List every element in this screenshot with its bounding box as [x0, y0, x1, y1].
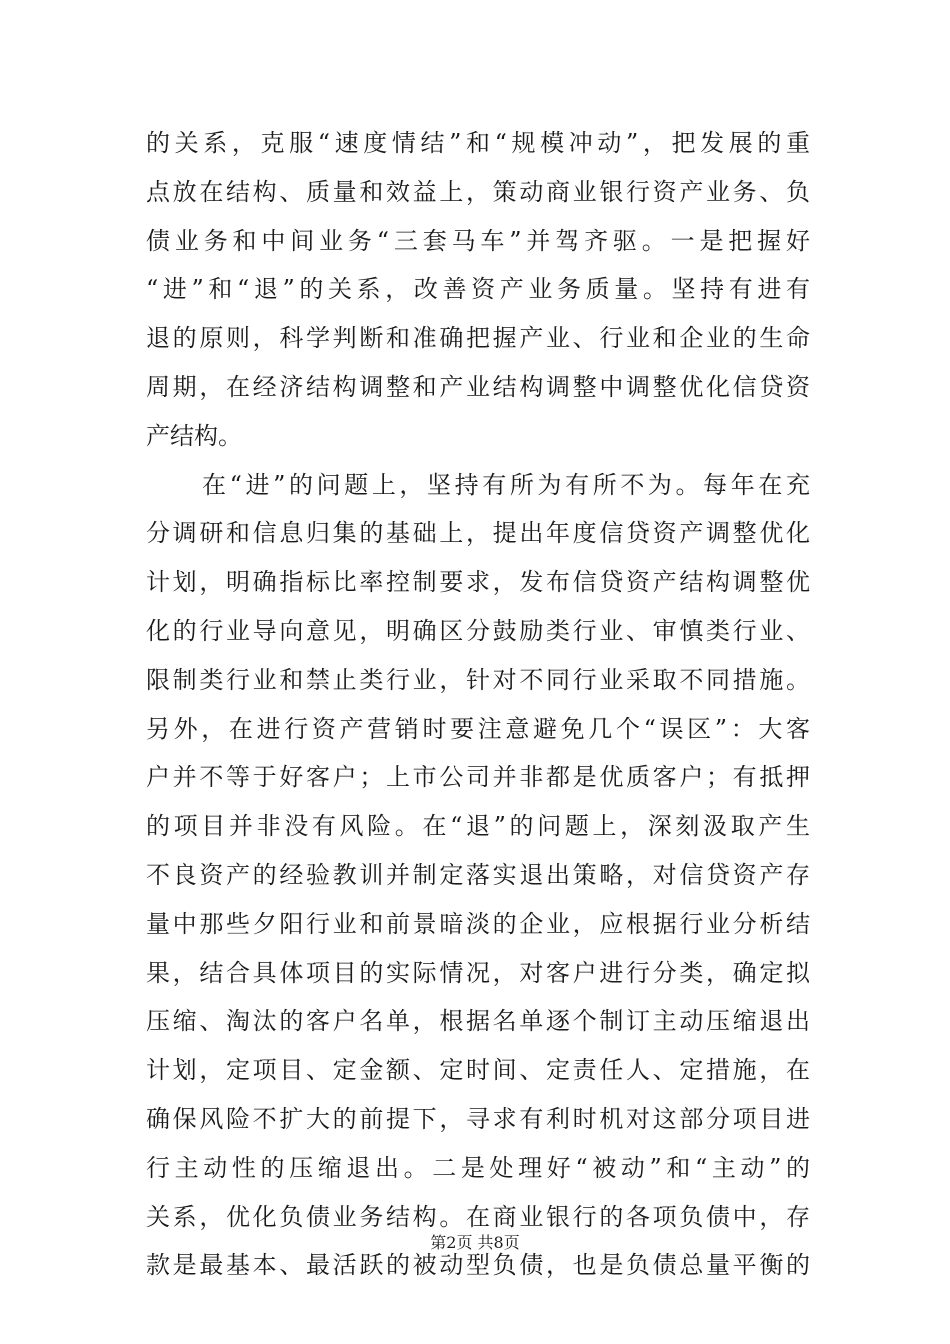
text-line: 压缩、淘汰的客户名单，根据名单逐个制订主动压缩退出	[146, 1007, 810, 1036]
text-line: 关系，优化负债业务结构。在商业银行的各项负债中，存	[146, 1202, 810, 1231]
body-text	[146, 119, 810, 1290]
paragraph-first-line: 在“进”的问题上，坚持有所为有所不为。每年在充	[202, 470, 810, 499]
text-line: 确保风险不扩大的前提下，寻求有利时机对这部分项目进	[146, 1104, 810, 1133]
text-line: 分调研和信息归集的基础上，提出年度信贷资产调整优化	[146, 519, 810, 548]
text-line: 限制类行业和禁止类行业，针对不同行业采取不同措施。	[146, 665, 810, 694]
text-line: 的项目并非没有风险。在“退”的问题上，深刻汲取产生	[146, 812, 810, 841]
text-line: 行主动性的压缩退出。二是处理好“被动”和“主动”的	[146, 1153, 810, 1182]
text-line: 计划，定项目、定金额、定时间、定责任人、定措施，在	[146, 1056, 810, 1085]
text-line: 户并不等于好客户；上市公司并非都是优质客户；有抵押	[146, 763, 810, 792]
text-line: 退的原则，科学判断和准确把握产业、行业和企业的生命	[146, 324, 810, 353]
text-line: 另外，在进行资产营销时要注意避免几个“误区”：大客	[146, 714, 810, 743]
text-line: 计划，明确指标比率控制要求，发布信贷资产结构调整优	[146, 568, 810, 597]
page-number-footer: 第2页 共8页	[430, 1233, 520, 1252]
text-line: 点放在结构、质量和效益上，策动商业银行资产业务、负	[146, 177, 810, 206]
text-line: 量中那些夕阳行业和前景暗淡的企业，应根据行业分析结	[146, 909, 810, 938]
text-line: 不良资产的经验教训并制定落实退出策略，对信贷资产存	[146, 860, 810, 889]
text-line: 化的行业导向意见，明确区分鼓励类行业、审慎类行业、	[146, 616, 810, 645]
text-line: 的关系，克服“速度情结”和“规模冲动”，把发展的重	[146, 129, 810, 157]
text-line: 债业务和中间业务“三套马车”并驾齐驱。一是把握好	[146, 226, 810, 255]
text-line: 款是最基本、最活跃的被动型负债，也是负债总量平衡的	[146, 1251, 810, 1280]
text-line: 周期，在经济结构调整和产业结构调整中调整优化信贷资	[146, 372, 810, 401]
text-line: “进”和“退”的关系，改善资产业务质量。坚持有进有	[146, 275, 810, 304]
text-line: 产结构。	[146, 421, 242, 450]
text-line: 果，结合具体项目的实际情况，对客户进行分类，确定拟	[146, 958, 810, 987]
